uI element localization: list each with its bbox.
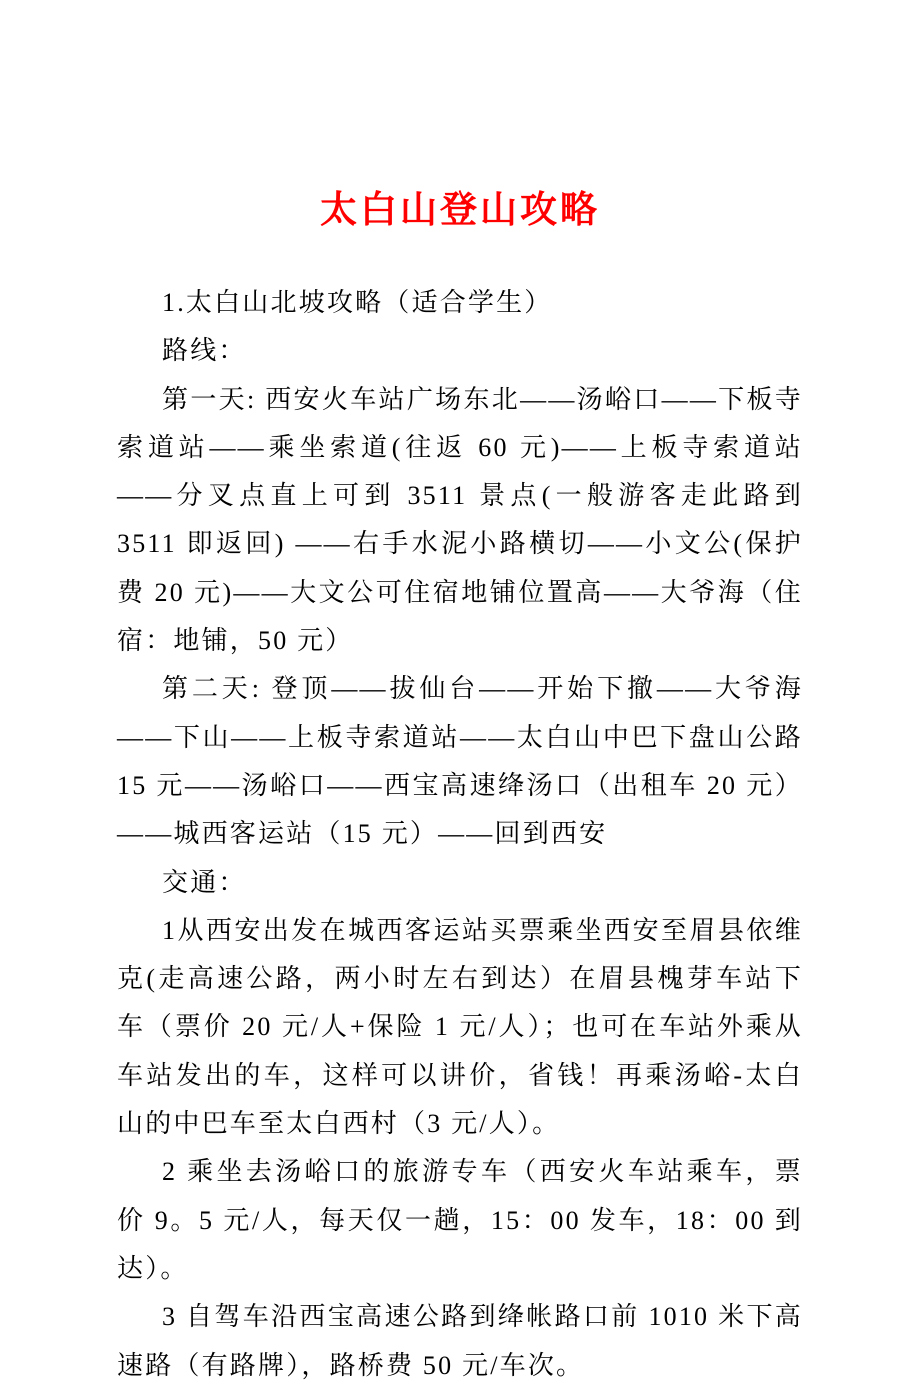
paragraph-section-heading: 1.太白山北坡攻略（适合学生） [162,288,553,317]
paragraph-transport-option-2: 2 乘坐去汤峪口的旅游专车（西安火车站乘车，票价 9。5 元/人，每天仅一趟，15：00 发车，18：00 到达）。 [117,1157,803,1283]
paragraph-transport-option-3: 3 自驾车沿西宝高速公路到绛帐路口前 1010 米下高速路（有路牌），路桥费 50 元/车次。 [117,1302,803,1380]
paragraph-route-label: 路线： [162,336,247,366]
document-body [117,279,803,1390]
document-title: 太白山登山攻略 [320,190,600,231]
paragraph-day2-route: 第二天: 登顶——拔仙台——开始下撤——大爷海——下山——上板寺索道站——太白山中巴下盘山公路 15 元——汤峪口——西宝高速绛汤口（出租车 20 元）——城西客运站（15 元）——回到西安 [117,674,803,849]
paragraph-transport-label: 交通： [162,867,247,897]
paragraph-day1-route: 第一天: 西安火车站广场东北——汤峪口——下板寺索道站——乘坐索道(往返 60 元)——上板寺索道站——分叉点直上可到 3511 景点(一般游客走此路到 3511 即返回) ——右手水泥小路横切——小文公(保护费 20 元)——大文公可住宿地铺位置高——大爷海（住宿：地铺，50 元） [117,384,803,656]
paragraph-transport-option-1: 1从西安出发在城西客运站买票乘坐西安至眉县依维克(走高速公路，两小时左右到达）在眉县槐芽车站下车（票价 20 元/人+保险 1 元/人）；也可在车站外乘从车站发出的车，这样可以讲价，省钱！再乘汤峪-太白山的中巴车至太白西村（3 元/人）。 [117,915,803,1139]
